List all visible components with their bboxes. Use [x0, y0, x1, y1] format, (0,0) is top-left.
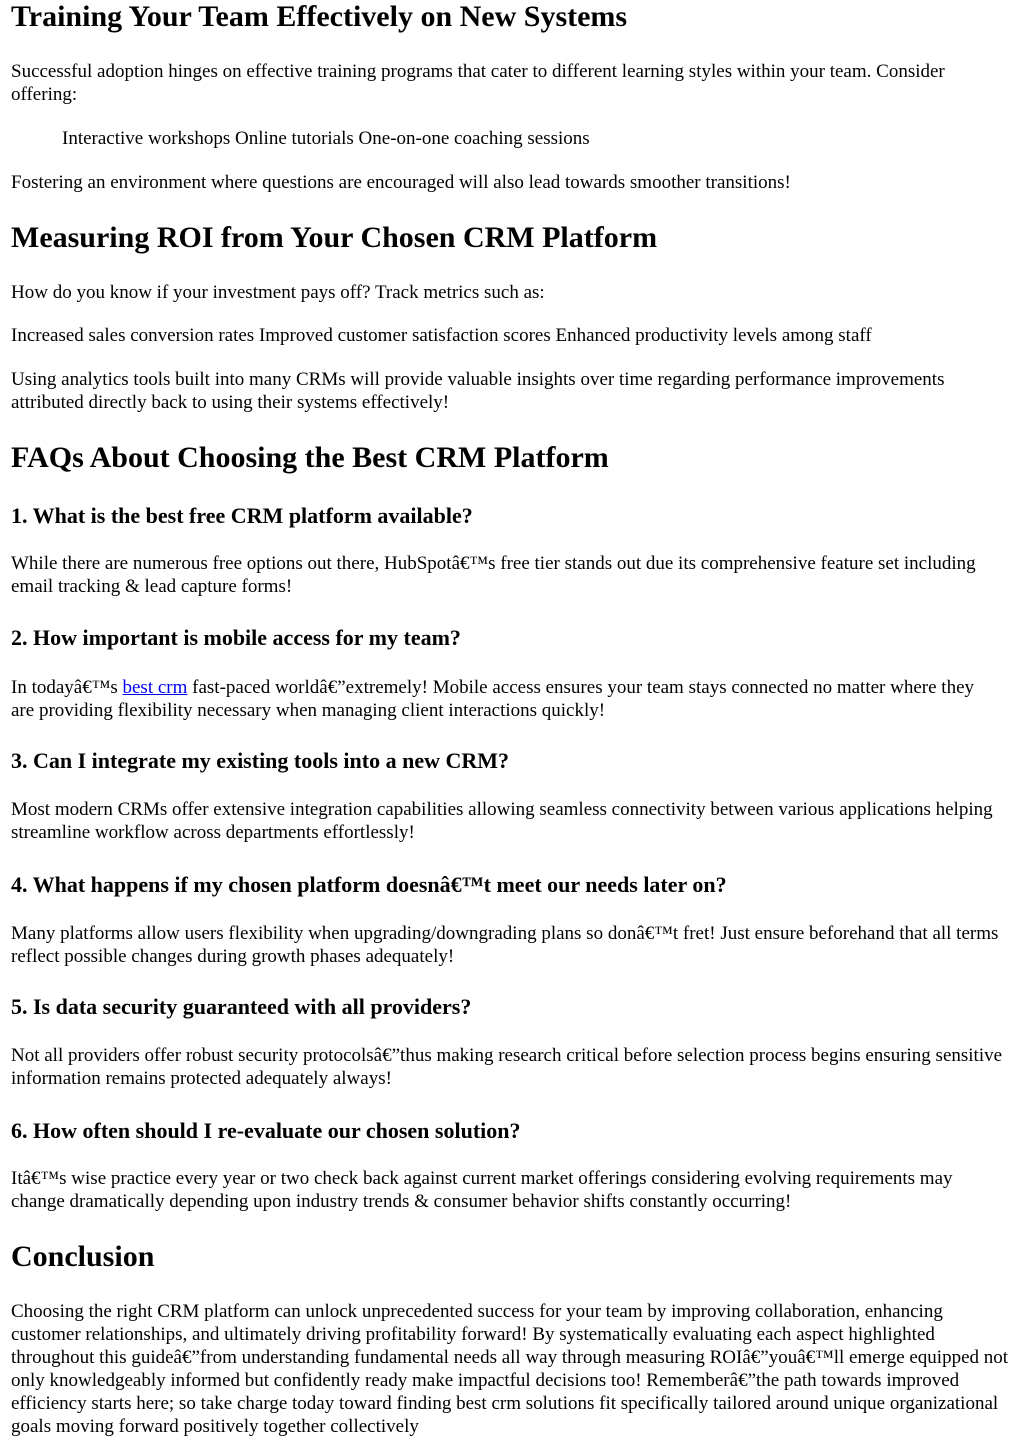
- conclusion-heading: Conclusion: [11, 1240, 155, 1273]
- training-heading: Training Your Team Effectively on New Systems: [11, 0, 628, 33]
- faq-answer-2: [11, 676, 1001, 722]
- roi-closing: Using analytics tools built into many CRMs will provide valuable insights over time regarding performance improvements attributed directly back to using their systems effectively!: [11, 369, 945, 413]
- roi-metrics: Increased sales conversion rates Improved customer satisfaction scores Enhanced productivity levels among staff: [11, 325, 872, 346]
- best-crm-link[interactable]: best crm: [122, 677, 188, 698]
- faq-answer-3: Most modern CRMs offer extensive integration capabilities allowing seamless connectivity between various applications helping streamline workflow across departments effortlessly!: [11, 799, 993, 843]
- faqs-heading: FAQs About Choosing the Best CRM Platform: [11, 441, 609, 474]
- faq-question-6: 6. How often should I re-evaluate our chosen solution?: [11, 1118, 521, 1143]
- roi-heading: Measuring ROI from Your Chosen CRM Platform: [11, 221, 658, 254]
- training-closing: Fostering an environment where questions are encouraged will also lead towards smoother transitions!: [11, 172, 791, 193]
- faq-question-4: 4. What happens if my chosen platform doesnâ€™t meet our needs later on?: [11, 872, 727, 897]
- conclusion-body: Choosing the right CRM platform can unlock unprecedented success for your team by improving collaboration, enhancing customer relationships, and ultimately driving profitability forward! By systematically evaluating each aspect highlighted throughout this guideâ€”from understanding fundamental needs all way through measuring ROIâ€”youâ€™ll emerge equipped not only knowledgeably informed but confidently ready make impactful decisions too! Rememberâ€”the path towards improved efficiency starts here; so take charge today toward finding best crm solutions fit specifically tailored around unique organizational goals moving forward positively together collectively: [11, 1301, 1009, 1437]
- training-intro: Successful adoption hinges on effective training programs that cater to different learning styles within your team. Consider offering:: [11, 61, 945, 105]
- faq-question-1: 1. What is the best free CRM platform available?: [11, 503, 473, 528]
- faq-question-5: 5. Is data security guaranteed with all providers?: [11, 994, 472, 1019]
- faq-answer-2-after: fast-paced worldâ€”extremely! Mobile access ensures your team stays connected no matter where they are providing flexibility necessary when managing client interactions quickly!: [11, 677, 975, 721]
- faq-answer-1: While there are numerous free options out there, HubSpotâ€™s free tier stands out due its comprehensive feature set including email tracking & lead capture forms!: [11, 553, 976, 597]
- training-options: Interactive workshops Online tutorials One-on-one coaching sessions: [62, 128, 590, 149]
- faq-answer-5: Not all providers offer robust security protocolsâ€”thus making research critical before selection process begins ensuring sensitive information remains protected adequately always!: [11, 1045, 1003, 1089]
- faq-answer-2-before: In todayâ€™s: [11, 677, 123, 698]
- faq-answer-4: Many platforms allow users flexibility when upgrading/downgrading plans so donâ€™t fret! Just ensure beforehand that all terms reflect possible changes during growth phases adequately!: [11, 923, 999, 967]
- faq-question-3: 3. Can I integrate my existing tools into a new CRM?: [11, 748, 510, 773]
- roi-question: How do you know if your investment pays off? Track metrics such as:: [11, 282, 545, 303]
- faq-question-2: 2. How important is mobile access for my team?: [11, 625, 461, 650]
- faq-answer-6: Itâ€™s wise practice every year or two check back against current market offerings considering evolving requirements may change dramatically depending upon industry trends & consumer behavior shifts constantly occurring!: [11, 1168, 953, 1212]
